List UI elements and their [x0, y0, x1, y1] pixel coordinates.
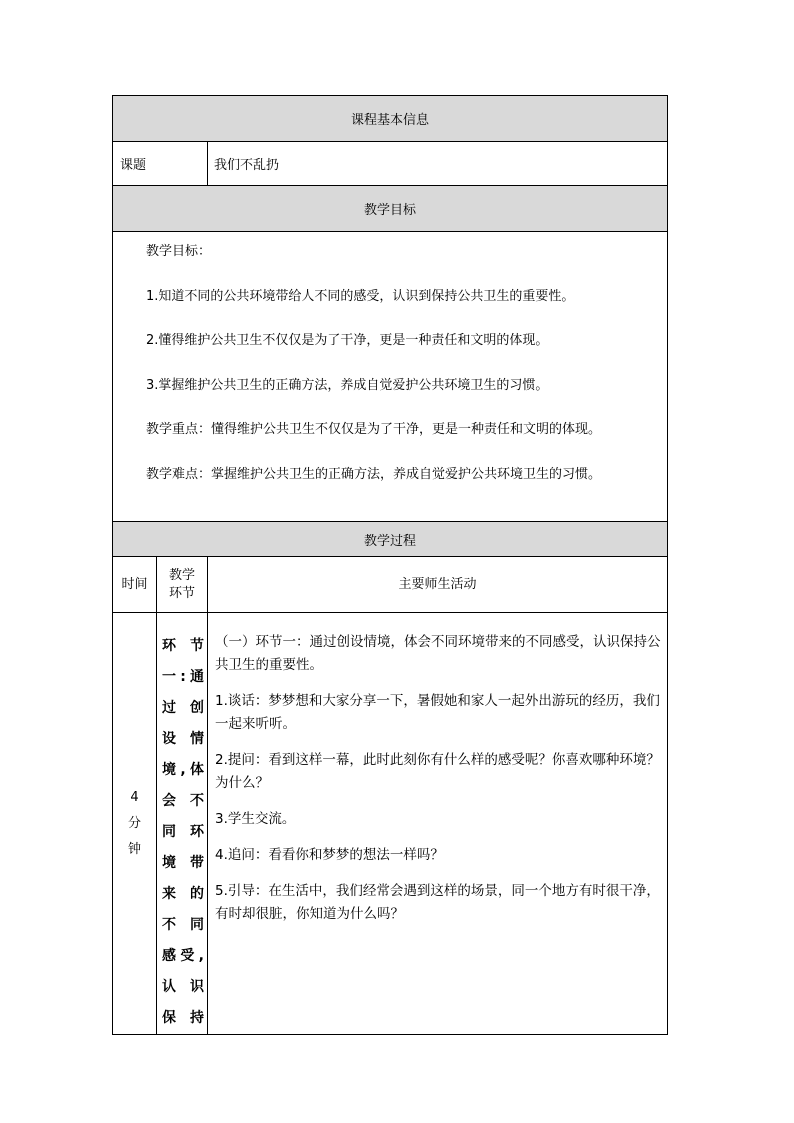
activity-item: 4.追问：看看你和梦梦的想法一样吗？ [215, 847, 444, 863]
column-header-time: 时间 [113, 557, 157, 613]
time-unit-1: 分 [127, 815, 141, 831]
stage-line: 认 识 [162, 979, 204, 995]
lesson-plan-document [112, 95, 667, 1035]
time-cell [113, 613, 157, 1035]
stage-line: 过 创 [162, 700, 204, 716]
activity-item: 2.提问：看到这样一幕，此时此刻你有什么样的感受呢？你喜欢哪种环境？为什么？ [215, 752, 660, 791]
stage-line: 保 持 [162, 1010, 204, 1026]
column-header-stage [157, 557, 208, 613]
lesson-plan-table [112, 95, 668, 1035]
section-header-basic-info: 课程基本信息 [113, 96, 668, 142]
difficult-point: 教学难点：掌握维护公共卫生的正确方法，养成自觉爱护公共环境卫生的习惯。 [146, 466, 602, 482]
goals-cell [113, 232, 668, 522]
activity-cell [208, 613, 668, 1035]
stage-line: 会 不 [162, 793, 204, 809]
goals-heading: 教学目标： [146, 244, 212, 259]
stage-line: 境 带 [162, 855, 204, 871]
topic-label: 课题 [113, 142, 208, 186]
activity-heading: （一）环节一：通过创设情境，体会不同环境带来的不同感受，认识保持公共卫生的重要性。 [215, 634, 661, 673]
activity-item: 1.谈话：梦梦想和大家分享一下，暑假她和家人一起外出游玩的经历，我们一起来听听。 [215, 693, 660, 732]
column-header-activity: 主要师生活动 [208, 557, 668, 613]
stage-line: 同 环 [162, 824, 204, 840]
column-header-stage-line2: 环节 [168, 585, 195, 601]
key-point: 教学重点：懂得维护公共卫生不仅仅是为了干净，更是一种责任和文明的体现。 [146, 422, 602, 437]
activity-item: 3.学生交流。 [215, 811, 296, 827]
stage-line: 不 同 [162, 917, 204, 933]
time-unit-2: 钟 [127, 841, 141, 857]
stage-line: 感受, [162, 948, 204, 964]
column-header-stage-line1: 教学 [168, 567, 195, 583]
stage-line: 一:通 [162, 669, 204, 685]
time-number: 4 [130, 789, 139, 805]
topic-value: 我们不乱扔 [208, 142, 668, 186]
section-header-goals: 教学目标 [113, 186, 668, 232]
stage-line: 境,体 [162, 762, 204, 778]
stage-line: 环 节 [162, 638, 204, 654]
stage-cell [157, 613, 208, 1035]
stage-line: 设 情 [162, 731, 204, 747]
section-header-process: 教学过程 [113, 522, 668, 557]
goal-item: 2.懂得维护公共卫生不仅仅是为了干净，更是一种责任和文明的体现。 [146, 333, 549, 348]
activity-item: 5.引导：在生活中，我们经常会遇到这样的场景，同一个地方有时很干净，有时却很脏，你知道为什么吗？ [215, 883, 660, 922]
stage-line: 来 的 [162, 886, 204, 902]
goal-item: 1.知道不同的公共环境带给人不同的感受，认识到保持公共卫生的重要性。 [146, 288, 575, 304]
goal-item: 3.掌握维护公共卫生的正确方法，养成自觉爱护公共环境卫生的习惯。 [146, 377, 549, 393]
